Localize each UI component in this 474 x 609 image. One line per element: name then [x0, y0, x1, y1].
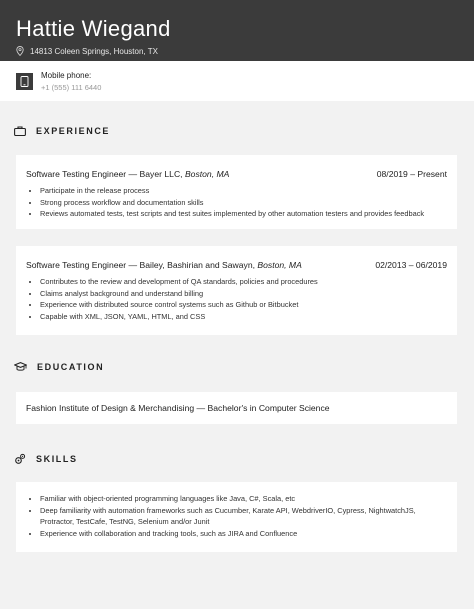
graduation-cap-icon [14, 362, 27, 372]
resume-header [0, 0, 474, 61]
list-item: • Strong process workflow and documentation skills [40, 197, 447, 209]
school-name: Fashion Institute of Design & Merchandising [26, 403, 195, 413]
contact-bar [0, 61, 474, 101]
education-card [16, 392, 457, 424]
experience-heading [0, 126, 110, 136]
list-item: • Experience with collaboration and tracking tools, such as JIRA and Confluence [40, 528, 447, 540]
list-item: • Capable with XML, JSON, YAML, HTML, and CSS [40, 311, 447, 323]
list-item: • Deep familiarity with automation frameworks such as Cucumber, Karate API, WebdriverIO, Cypress, NightwatchJS, Protractor, TestCafe, TestNG, Selenium and/or Junit [40, 505, 447, 528]
list-item: • Reviews automated tests, test scripts and test suites implemented by other automation testers and provides feedback [40, 208, 447, 220]
address-line [16, 46, 458, 56]
job-dates: 08/2019 – Present [376, 169, 447, 179]
list-item: • Experience with distributed source control systems such as Github or Bitbucket [40, 299, 447, 311]
list-item: • Participate in the release process [40, 185, 447, 197]
skills-list [26, 493, 447, 539]
list-item: • Contributes to the review and development of QA standards, policies and procedures [40, 276, 447, 288]
job-header [26, 169, 447, 179]
candidate-name: Hattie Wiegand [16, 16, 171, 41]
mobile-phone-icon [16, 73, 33, 90]
education-entry [26, 403, 330, 413]
skills-heading-text: SKILLS [36, 454, 78, 464]
location-pin-icon [16, 46, 24, 56]
job-header [26, 260, 447, 270]
skills-heading [0, 453, 78, 465]
address-text: 14813 Coleen Springs, Houston, TX [30, 46, 158, 56]
company-name: Bailey, Bashirian and Sawayn, [139, 260, 258, 270]
job-bullets [26, 276, 447, 322]
briefcase-icon [14, 126, 26, 136]
job-location: Boston, MA [257, 260, 302, 270]
separator: — [126, 169, 140, 179]
separator: — [126, 260, 140, 270]
job-title: Software Testing Engineer [26, 260, 127, 270]
phone-block [41, 71, 101, 92]
education-heading [0, 362, 104, 372]
job-location: Boston, MA [184, 169, 230, 179]
job-title: Software Testing Engineer [26, 169, 127, 179]
degree: Bachelor's in Computer Science [207, 403, 330, 413]
company-name: Bayer LLC, [139, 169, 185, 179]
job-dates: 02/2013 – 06/2019 [375, 260, 447, 270]
phone-label: Mobile phone: [41, 70, 92, 80]
skills-card [16, 482, 457, 552]
experience-card-1 [16, 155, 457, 229]
experience-heading-text: EXPERIENCE [36, 126, 111, 136]
gears-icon [14, 453, 26, 465]
phone-value[interactable]: +1 (555) 111 6440 [41, 82, 102, 92]
job-bullets [26, 185, 447, 220]
list-item: • Claims analyst background and understand billing [40, 288, 447, 300]
list-item: • Familiar with object-oriented programming languages like Java, C#, Scala, etc [40, 493, 447, 505]
education-heading-text: EDUCATION [37, 362, 105, 372]
separator: — [194, 403, 208, 413]
experience-card-2 [16, 246, 457, 335]
